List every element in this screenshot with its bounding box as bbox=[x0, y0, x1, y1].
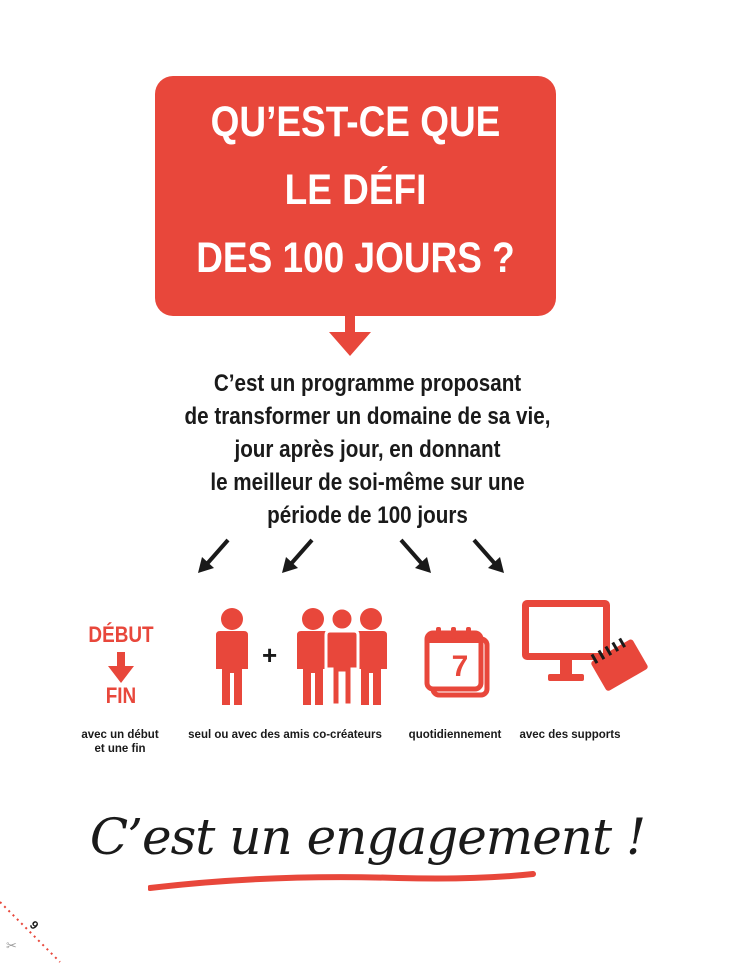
intro-line-1: C’est un programme proposant bbox=[213, 370, 522, 397]
title-line-2: LE DÉFI bbox=[284, 166, 427, 214]
title-line-1: QU’EST-CE QUE bbox=[210, 98, 501, 146]
caption-people: seul ou avec des amis co-créateurs bbox=[188, 729, 382, 741]
title-line-3: DES 100 JOURS ? bbox=[196, 234, 515, 282]
plus-sign: + bbox=[262, 640, 278, 670]
scissors-icon: ✂ bbox=[6, 939, 17, 954]
caption-supports: avec des supports bbox=[519, 729, 621, 741]
caption-calendar: quotidiennement bbox=[408, 729, 502, 741]
caption-debut-fin: avec un début et une fin bbox=[81, 729, 159, 755]
diagonal-arrow-icon bbox=[280, 537, 316, 575]
intro-line-4: le meilleur de soi-même sur une bbox=[210, 469, 525, 496]
debut-label: DÉBUT bbox=[88, 622, 154, 647]
diagonal-arrow-icon bbox=[196, 537, 232, 575]
closing-engagement: C’est un engagement ! bbox=[89, 808, 646, 866]
person-icon bbox=[208, 607, 256, 707]
title-box bbox=[155, 76, 556, 316]
intro-line-5: période de 100 jours bbox=[267, 502, 468, 529]
diagonal-arrow-icon bbox=[397, 537, 433, 575]
diagonal-arrow-icon bbox=[470, 537, 506, 575]
group-people-icon bbox=[293, 607, 391, 707]
computer-notebook-icon bbox=[520, 598, 650, 698]
calendar-number: 7 bbox=[451, 650, 469, 683]
intro-line-2: de transformer un domaine de sa vie, bbox=[184, 403, 551, 430]
underline-stroke bbox=[148, 868, 548, 894]
down-arrow-icon bbox=[108, 652, 134, 684]
corner-dotted-line bbox=[0, 898, 70, 963]
page-number: 6 bbox=[27, 917, 42, 933]
intro-line-3: jour après jour, en donnant bbox=[234, 436, 501, 463]
down-arrow-icon bbox=[329, 314, 371, 358]
fin-label: FIN bbox=[105, 683, 137, 708]
